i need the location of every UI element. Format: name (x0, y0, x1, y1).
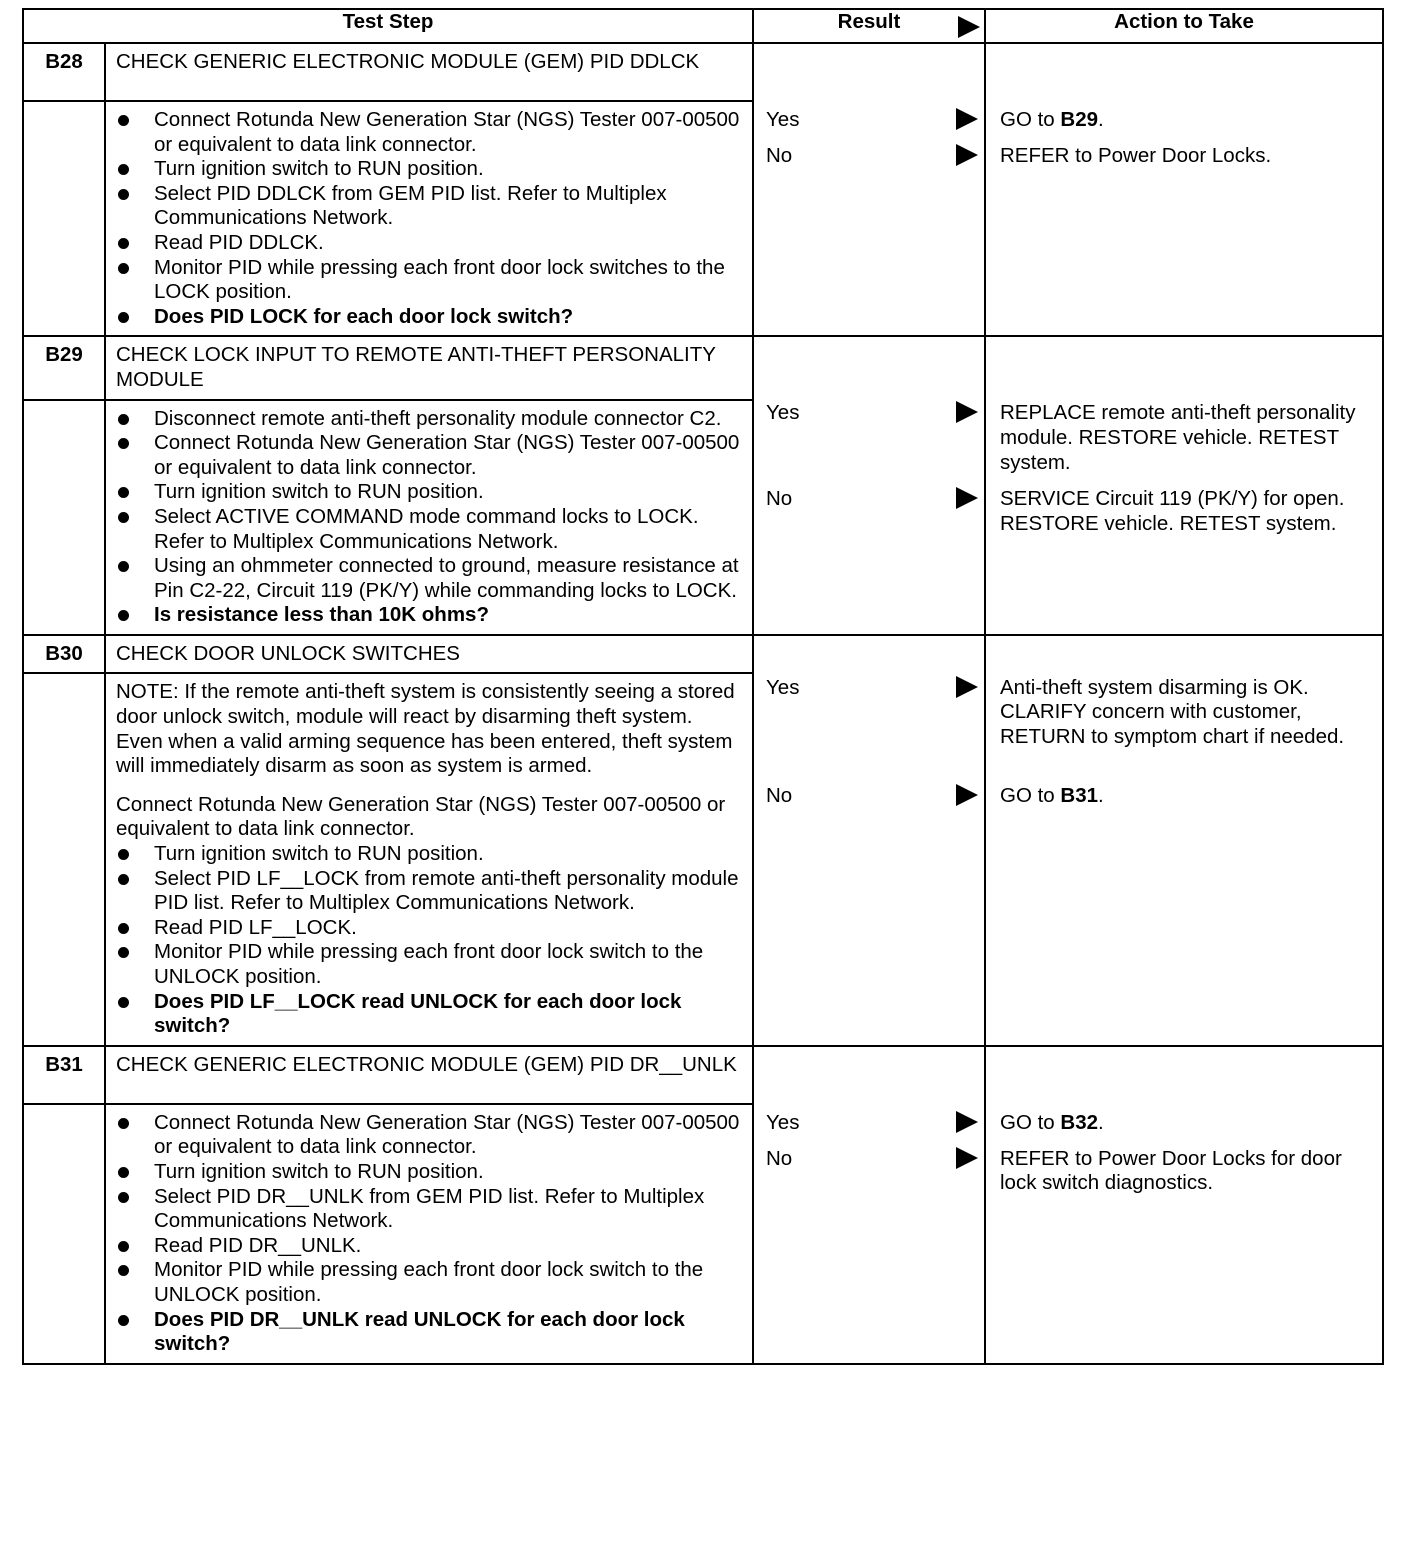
arrow-icon (958, 16, 980, 45)
step-body (105, 1104, 753, 1364)
list-item: Monitor PID while pressing each front door lock switch to the UNLOCK position. (116, 1258, 742, 1307)
list-item: Turn ignition switch to RUN position. (116, 480, 742, 505)
step-id: B31 (23, 1046, 105, 1104)
list-item: Read PID DR__UNLK. (116, 1234, 742, 1259)
step-id-spacer (23, 101, 105, 336)
step-body (105, 101, 753, 336)
step-b31-title-row (23, 1046, 1383, 1104)
action-no: SERVICE Circuit 119 (PK/Y) for open. RESTORE vehicle. RETEST system. (1000, 487, 1345, 535)
header-row (23, 9, 1383, 43)
step-body (105, 673, 753, 1045)
step-b29-action (985, 336, 1383, 635)
list-item: Select PID DR__UNLK from GEM PID list. Refer to Multiplex Communications Network. (116, 1185, 742, 1234)
result-yes: Yes (766, 1111, 980, 1136)
header-action: Action to Take (985, 9, 1383, 43)
action-yes: GO to B32. (1000, 1110, 1104, 1134)
step-b28-title-row (23, 43, 1383, 101)
arrow-icon (956, 1147, 978, 1176)
step-id: B28 (23, 43, 105, 101)
step-id: B30 (23, 635, 105, 674)
list-item: Read PID LF__LOCK. (116, 916, 742, 941)
arrow-icon (956, 108, 978, 137)
step-b30-result (753, 635, 985, 1046)
action-yes: Anti-theft system disarming is OK. CLARIFY concern with customer, RETURN to symptom chart if needed. (1000, 675, 1345, 749)
step-b30-action (985, 635, 1383, 1046)
step-title: CHECK GENERIC ELECTRONIC MODULE (GEM) PID DDLCK (105, 43, 753, 101)
arrow-icon (956, 144, 978, 173)
list-item-question: Does PID LOCK for each door lock switch? (116, 305, 742, 330)
action-no: GO to B31. (1000, 783, 1104, 807)
action-no: REFER to Power Door Locks. (1000, 144, 1272, 167)
list-item: Disconnect remote anti-theft personality module connector C2. (116, 407, 742, 432)
step-id-spacer (23, 1104, 105, 1364)
list-item: Using an ohmmeter connected to ground, measure resistance at Pin C2-22, Circuit 119 (PK/Y) while commanding locks to LOCK. (116, 554, 742, 603)
list-item-question: Does PID LF__LOCK read UNLOCK for each door lock switch? (116, 990, 742, 1039)
step-body (105, 400, 753, 635)
list-item: Monitor PID while pressing each front door lock switch to the UNLOCK position. (116, 940, 742, 989)
step-title: CHECK DOOR UNLOCK SWITCHES (105, 635, 753, 674)
action-no: REFER to Power Door Locks for door lock switch diagnostics. (1000, 1146, 1342, 1195)
list-item: Select PID LF__LOCK from remote anti-theft personality module PID list. Refer to Multiplex Communications Network. (116, 867, 742, 916)
step-id: B29 (23, 336, 105, 399)
list-item: Turn ignition switch to RUN position. (116, 157, 742, 182)
arrow-icon (956, 784, 978, 813)
note-text: NOTE: If the remote anti-theft system is consistently seeing a stored door unlock switch, module will react by disarming theft system. Even when a valid arming sequence has been entered, theft system will immediately disarm as soon as system is armed. (116, 680, 735, 778)
step-b28-result (753, 43, 985, 336)
step-title: CHECK GENERIC ELECTRONIC MODULE (GEM) PID DR__UNLK (105, 1046, 753, 1104)
step-b29-title-row (23, 336, 1383, 399)
list-item: Monitor PID while pressing each front door lock switches to the LOCK position. (116, 256, 742, 305)
header-result (753, 9, 985, 43)
diagnostic-table (22, 8, 1384, 1365)
step-id-spacer (23, 400, 105, 635)
arrow-icon (956, 401, 978, 430)
step-b31-action (985, 1046, 1383, 1364)
list-item: Connect Rotunda New Generation Star (NGS) Tester 007-00500 or equivalent to data link connector. (116, 1111, 742, 1160)
action-yes: REPLACE remote anti-theft personality module. RESTORE vehicle. RETEST system. (1000, 401, 1356, 474)
step-id-spacer (23, 673, 105, 1045)
result-no: No (766, 487, 980, 512)
arrow-icon (956, 676, 978, 705)
result-no: No (766, 1147, 980, 1172)
header-test-step: Test Step (23, 9, 753, 43)
list-item: Turn ignition switch to RUN position. (116, 842, 742, 867)
result-yes: Yes (766, 108, 980, 133)
list-item: Turn ignition switch to RUN position. (116, 1160, 742, 1185)
step-b30-title-row (23, 635, 1383, 674)
arrow-icon (956, 487, 978, 516)
list-item: Read PID DDLCK. (116, 231, 742, 256)
list-item: Connect Rotunda New Generation Star (NGS) Tester 007-00500 or equivalent to data link connector. (116, 431, 742, 480)
header-result-label: Result (837, 10, 901, 33)
list-item: Select PID DDLCK from GEM PID list. Refer to Multiplex Communications Network. (116, 182, 742, 231)
arrow-icon (956, 1111, 978, 1140)
result-no: No (766, 784, 980, 809)
intro-text: Connect Rotunda New Generation Star (NGS) Tester 007-00500 or equivalent to data link connector. (116, 792, 726, 841)
result-yes: Yes (766, 401, 980, 426)
action-yes: GO to B29. (1000, 108, 1104, 131)
list-item: Select ACTIVE COMMAND mode command locks to LOCK. Refer to Multiplex Communications Network. (116, 505, 742, 554)
step-title: CHECK LOCK INPUT TO REMOTE ANTI-THEFT PERSONALITY MODULE (105, 336, 753, 399)
step-b28-action (985, 43, 1383, 336)
step-b29-result (753, 336, 985, 635)
list-item-question: Does PID DR__UNLK read UNLOCK for each door lock switch? (116, 1308, 742, 1357)
list-item-question: Is resistance less than 10K ohms? (116, 603, 742, 628)
list-item: Connect Rotunda New Generation Star (NGS) Tester 007-00500 or equivalent to data link connector. (116, 108, 742, 157)
step-b31-result (753, 1046, 985, 1364)
result-yes: Yes (766, 676, 980, 701)
result-no: No (766, 144, 980, 169)
